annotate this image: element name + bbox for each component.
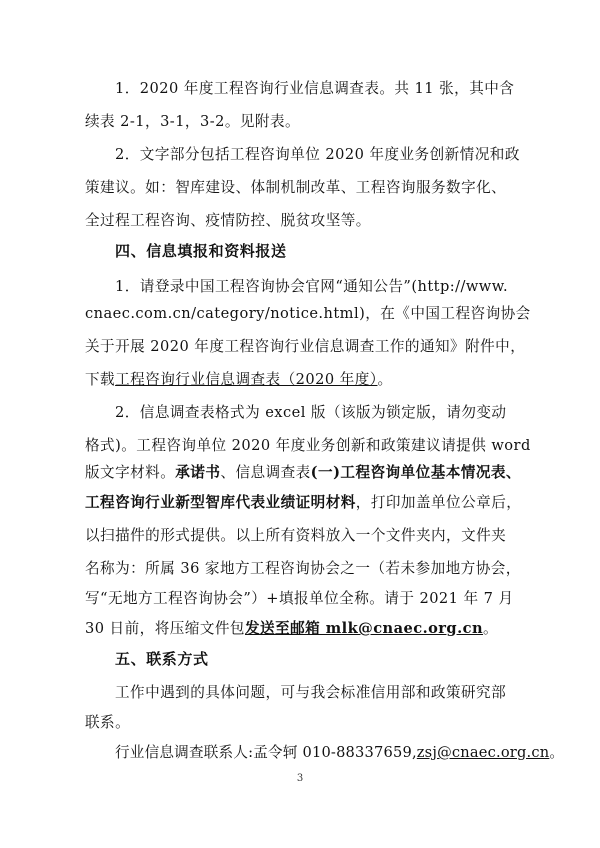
- s4item1-line1: 1．请登录中国工程咨询协会官网“通知公告”(http://www.: [115, 278, 509, 295]
- page-number: 3: [296, 773, 304, 784]
- s4item2-line7: 名称为：所属 36 家地方工程咨询协会之一（若未参加地方协会，: [85, 560, 521, 577]
- commitment-letter: 承诺书: [175, 464, 221, 481]
- item1-line1: 1．2020 年度工程咨询行业信息调查表。共 11 张，其中含: [115, 80, 515, 97]
- download-prefix: 下载: [85, 371, 116, 388]
- section4-heading: 四、信息填报和资料报送: [115, 242, 287, 260]
- s4item2-line2: 格式)。工程咨询单位 2020 年度业务创新和政策建议请提供 word: [85, 437, 531, 454]
- s5-line1: 工作中遇到的具体问题，可与我会标准信用部和政策研究部: [115, 684, 507, 701]
- think-tank-proof: 工程咨询行业新型智库代表业绩证明材料: [85, 494, 356, 511]
- survey-table-text: 、信息调查表: [220, 464, 311, 481]
- item2-line3: 全过程工程咨询、疫情防控、脱贫攻坚等。: [85, 212, 371, 229]
- item2-line1: 2．文字部分包括工程咨询单位 2020 年度业务创新情况和政: [115, 146, 520, 163]
- item1-line2: 续表 2-1，3-1，3-2。见附表。: [85, 113, 301, 130]
- s4item2-line1: 2．信息调查表格式为 excel 版（该版为锁定版，请勿变动: [115, 404, 507, 421]
- contact-person: 行业信息调查联系人:孟令轲 010-88337659,: [115, 744, 417, 761]
- s4item2-line3-4: [85, 463, 521, 483]
- section5-heading: 五、联系方式: [115, 650, 209, 668]
- s4item2-line6: 以扫描件的形式提供。以上所有资料放入一个文件夹内，文件夹: [85, 527, 507, 544]
- s4item1-line4: [85, 370, 515, 390]
- submit-email[interactable]: 发送至邮箱 mlk@cnaec.org.cn: [244, 620, 484, 637]
- contact-line: [115, 743, 565, 763]
- s4item1-line3: 关于开展 2020 年度工程咨询行业信息调查工作的通知》附件中，: [85, 338, 526, 355]
- s4item1-line2: cnaec.com.cn/category/notice.html)，在《中国工程咨询协会: [85, 305, 531, 322]
- deadline-suffix: 。: [483, 620, 499, 637]
- contact-email[interactable]: zsj@cnaec.org.cn: [416, 744, 550, 761]
- s5-line2: 联系。: [85, 714, 131, 731]
- contact-suffix: 。: [549, 744, 565, 761]
- item2-line2: 策建议。如：智库建设、体制机制改革、工程咨询服务数字化、: [85, 179, 507, 196]
- download-suffix: 。: [377, 371, 393, 388]
- s4item2-line5: [85, 493, 522, 513]
- s4item2-line5-rest: ，打印加盖单位公章后，: [355, 494, 522, 511]
- basic-info-table: (一)工程咨询单位基本情况表、: [310, 464, 521, 481]
- s4item2-line3: 版文字材料。: [85, 464, 176, 481]
- s4item2-line8: 写“无地方工程咨询协会”）+填报单位全称。请于 2021 年 7 月: [85, 590, 514, 607]
- s4item2-line9: [85, 619, 515, 639]
- survey-table-link[interactable]: 工程咨询行业信息调查表（2020 年度）: [115, 371, 378, 388]
- deadline-prefix: 30 日前，将压缩文件包: [85, 620, 245, 637]
